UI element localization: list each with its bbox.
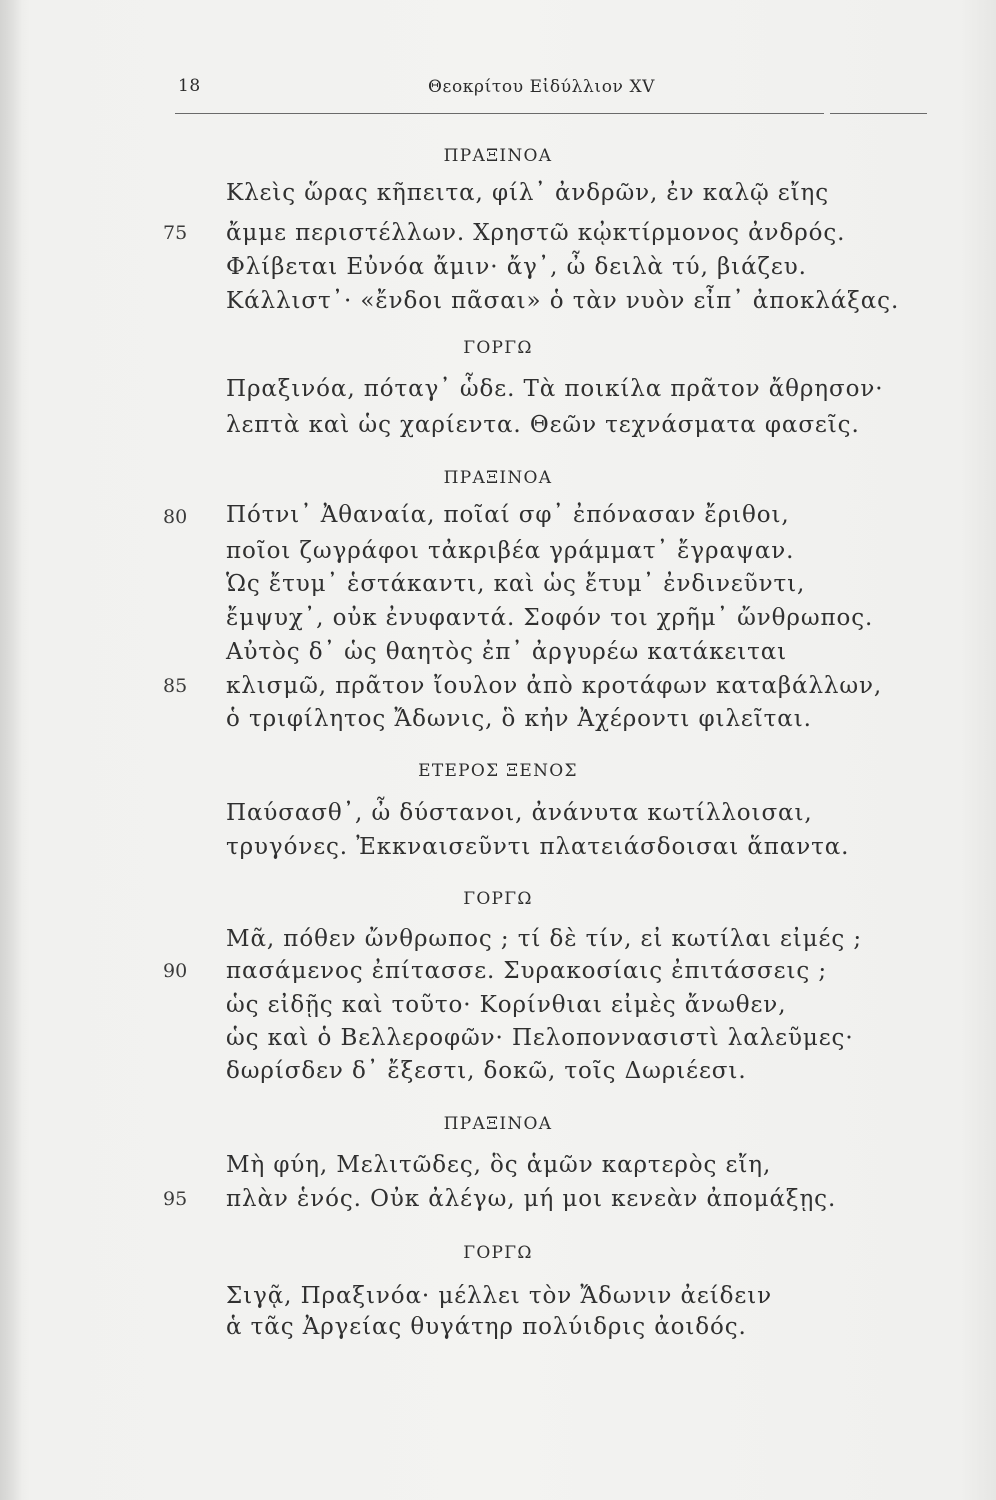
verse-line: ἁ τᾶς Ἀργείας θυγάτηρ πολύιδρις ἀοιδός. [226,1314,747,1340]
verse-line: κλισμῶ, πρᾶτον ἴουλον ἀπὸ κροτάφων καταβάλλων, [226,673,883,699]
verse-line: Σιγᾷ, Πραξινόα· μέλλει τὸν Ἄδωνιν ἀείδειν [226,1283,772,1309]
line-number: 85 [163,675,188,697]
page-gutter-shadow [0,0,22,1500]
verse-line: πασάμενος ἐπίτασσε. Συρακοσίαις ἐπιτάσσεις ; [226,958,828,984]
speaker-heading: ΠΡΑΞΙΝΟΑ [443,1114,553,1134]
speaker-heading: ΓΟΡΓΩ [463,1243,533,1263]
verse-line: Μὴ φύη, Μελιτῶδες, ὃς ἁμῶν καρτερὸς εἴη, [226,1152,772,1178]
verse-line: Μᾶ, πόθεν ὤνθρωπος ; τί δὲ τίν, εἰ κωτίλαι εἰμές ; [226,926,862,952]
verse-line: Πότνι᾽ Ἀθαναία, ποῖαί σφ᾽ ἐπόνασαν ἔριθοι, [226,502,790,528]
verse-line: Ὡς ἔτυμ᾽ ἑστάκαντι, καὶ ὡς ἔτυμ᾽ ἐνδινεῦντι, [226,571,806,597]
verse-line: Κλεὶς ὥρας κῆπειτα, φίλ᾽ ἀνδρῶν, ἐν καλῷ εἴης [226,180,830,206]
speaker-heading: ΠΡΑΞΙΝΟΑ [443,468,553,488]
verse-line: Αὐτὸς δ᾽ ὡς θαητὸς ἐπ᾽ ἀργυρέω κατάκειται [226,639,788,665]
verse-line: Πραξινόα, πόταγ᾽ ὧδε. Τὰ ποικίλα πρᾶτον ἄθρησον· [226,376,884,402]
verse-line: ὁ τριφίλητος Ἄδωνις, ὃ κἠν Ἀχέροντι φιλεῖται. [226,706,812,732]
line-number: 80 [163,506,188,528]
verse-line: ἔμψυχ᾽, οὐκ ἐνυφαντά. Σοφόν τοι χρῆμ᾽ ὤνθρωπος. [226,605,874,631]
verse-line: Φλίβεται Εὐνόα ἄμιν· ἄγ᾽, ὦ δειλὰ τύ, βιάζευ. [226,254,807,280]
verse-line: ἄμμε περιστέλλων. Χρηστῶ κᾠκτίρμονος ἀνδρός. [226,220,846,246]
verse-line: Κάλλιστ᾽· «ἔνδοι πᾶσαι» ὁ τὰν νυὸν εἶπ᾽ ἀποκλάξας. [226,288,900,314]
page-number: 18 [178,76,201,96]
verse-line: ὡς καὶ ὁ Βελλεροφῶν· Πελοποννασιστὶ λαλεῦμες· [226,1025,854,1051]
verse-line: τρυγόνες. Ἐκκναισεῦντι πλατειάσδοισαι ἅπαντα. [226,834,850,860]
verse-line: λεπτὰ καὶ ὡς χαρίεντα. Θεῶν τεχνάσματα φασεῖς. [226,412,860,438]
speaker-heading: ΕΤΕΡΟΣ ΞΕΝΟΣ [418,761,578,781]
verse-line: ὡς εἰδῇς καὶ τοῦτο· Κορίνθιαι εἰμὲς ἄνωθεν, [226,992,787,1018]
speaker-heading: ΓΟΡΓΩ [463,338,533,358]
line-number: 95 [163,1188,188,1210]
verse-line: δωρίσδεν δ᾽ ἔξεστι, δοκῶ, τοῖς Δωριέεσι. [226,1058,747,1084]
verse-line: πλὰν ἑνός. Οὐκ ἀλέγω, μή μοι κενεὰν ἀπομάξῃς. [226,1186,837,1212]
running-title: Θεοκρίτου Εἰδύλλιον XV [428,77,656,97]
speaker-heading: ΓΟΡΓΩ [463,889,533,909]
header-rule [175,113,927,114]
line-number: 90 [163,960,188,982]
speaker-heading: ΠΡΑΞΙΝΟΑ [443,146,553,166]
line-number: 75 [163,222,188,244]
header-rule-gap [824,110,830,116]
verse-line: ποῖοι ζωγράφοι τἀκριβέα γράμματ᾽ ἔγραψαν. [226,538,795,564]
verse-line: Παύσασθ᾽, ὦ δύστανοι, ἀνάνυτα κωτίλλοισαι, [226,800,813,826]
